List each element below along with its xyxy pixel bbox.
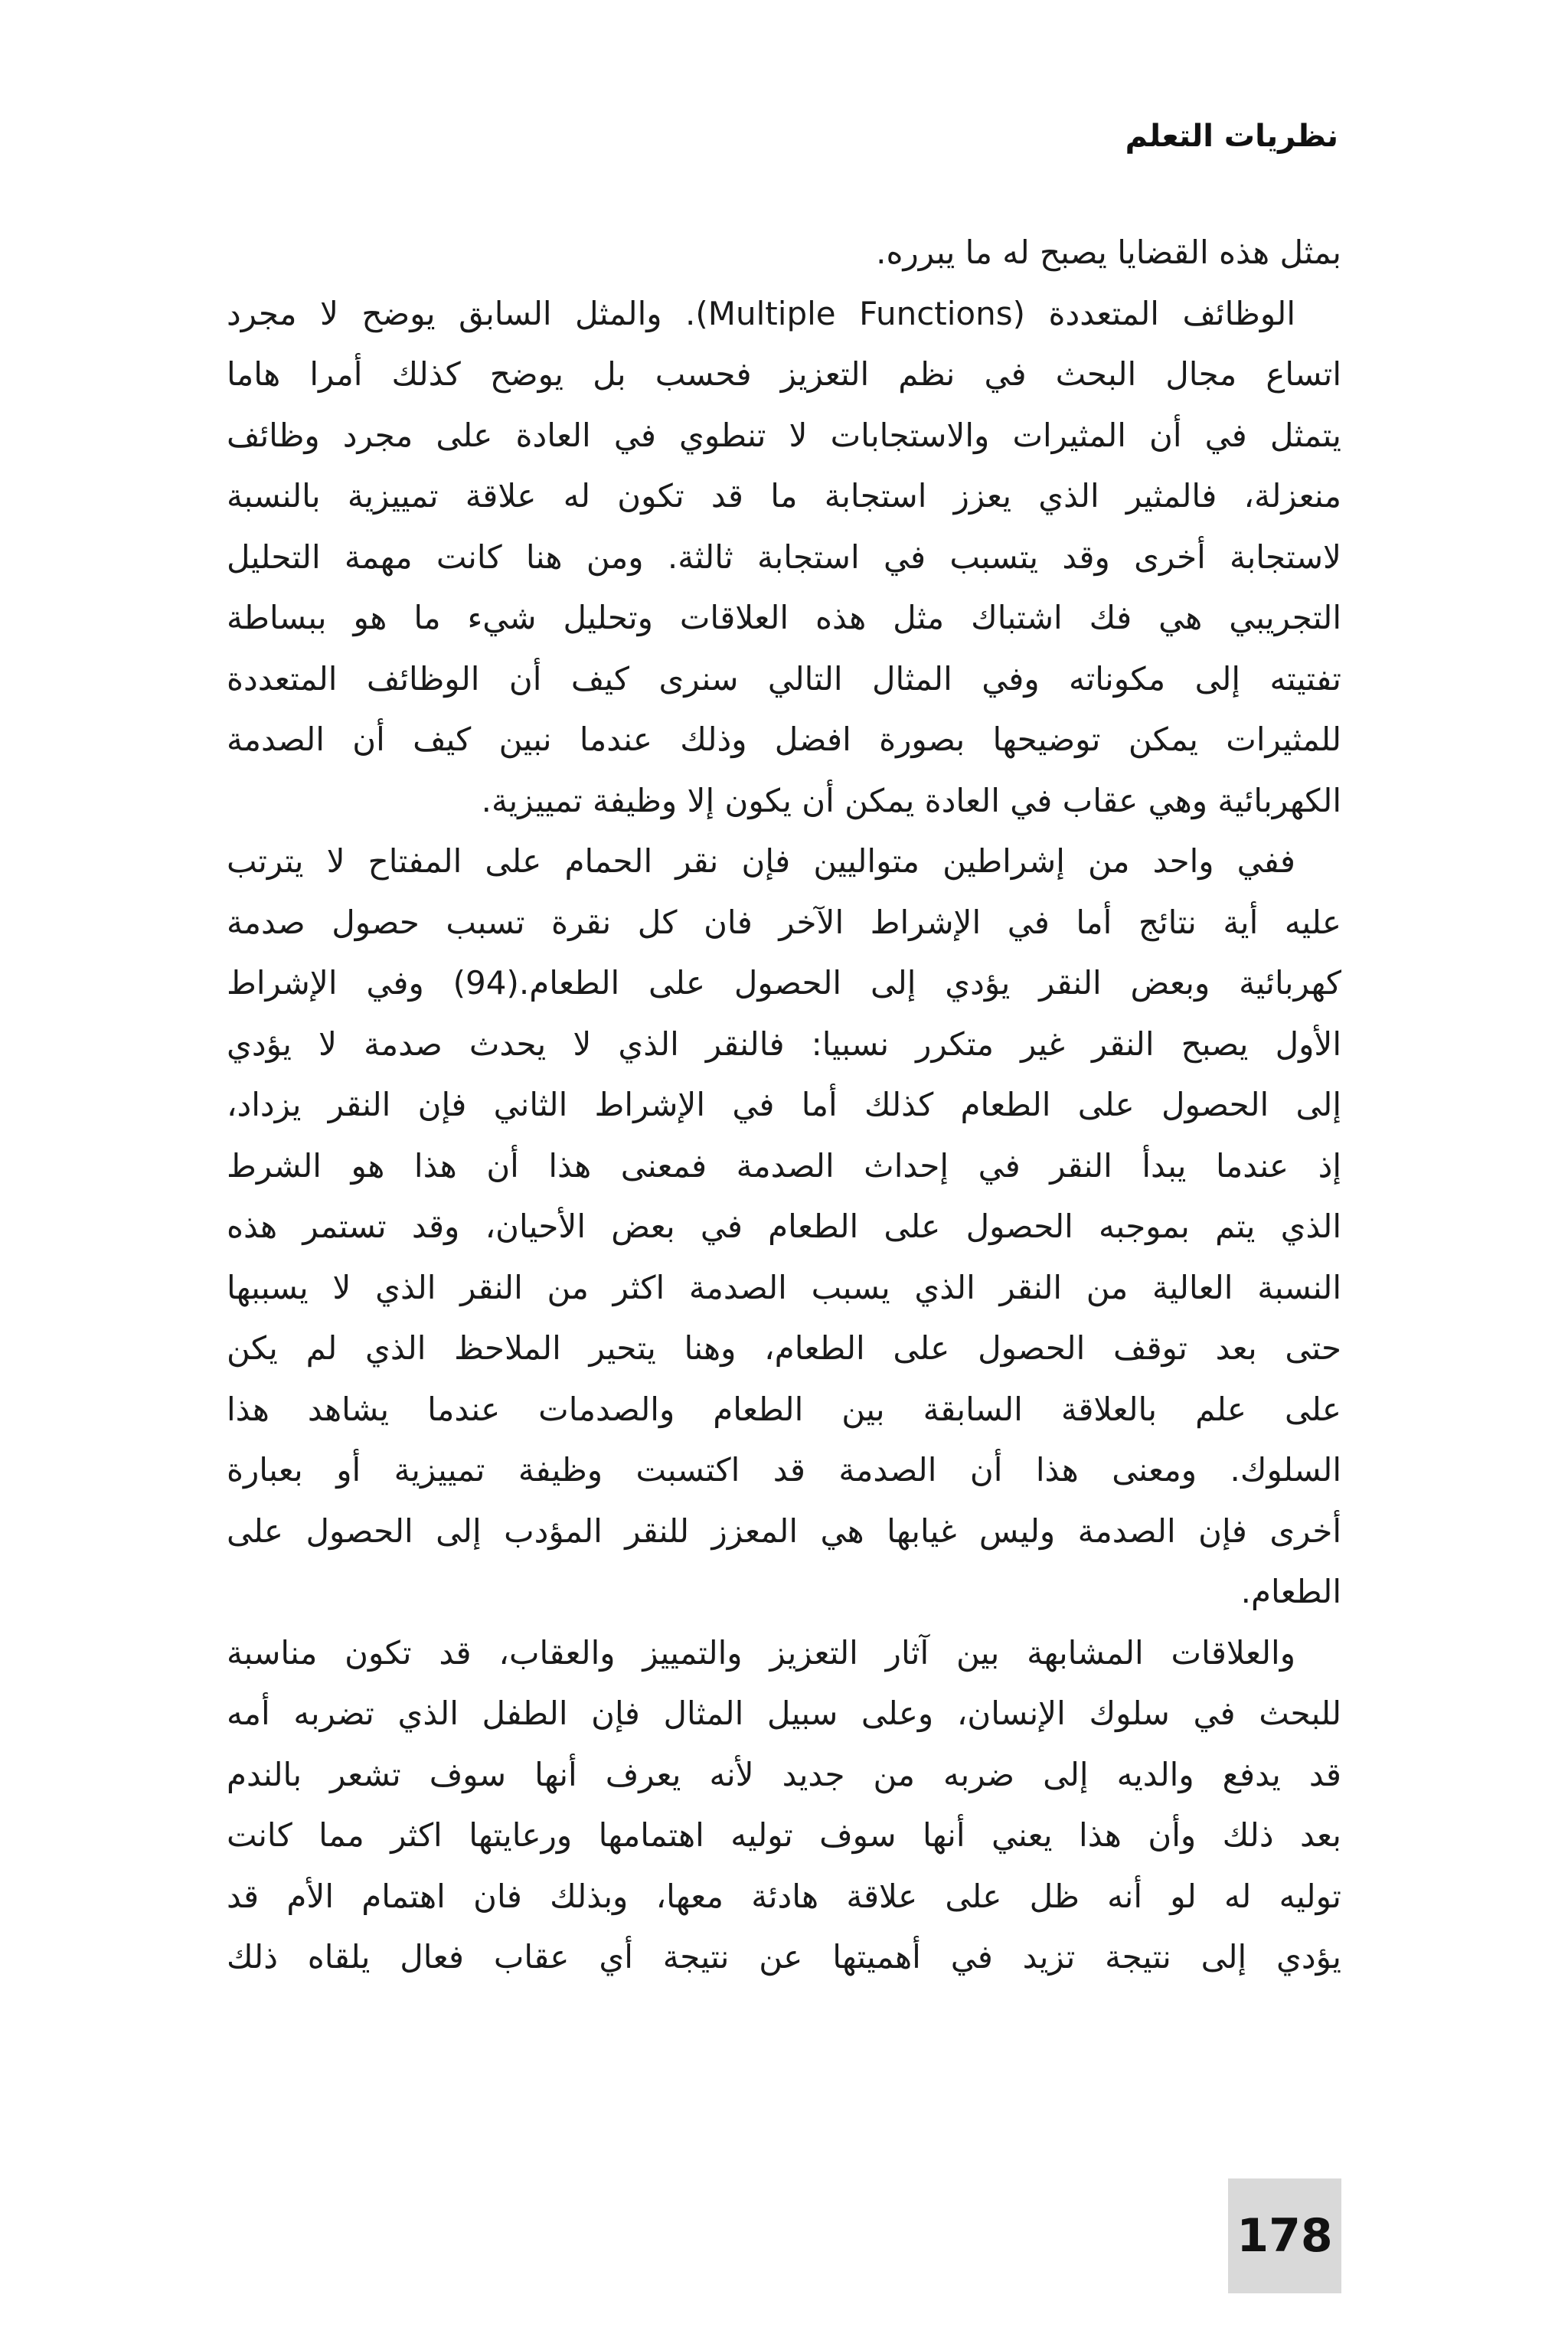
text-line: الذي يتم بموجبه الحصول على الطعام في بعض الأحيان، وقد تستمر هذه (227, 1208, 1341, 1245)
text-line: كهربائية وبعض النقر يؤدي إلى الحصول على الطعام.(94) وفي الإشراط (227, 964, 1341, 1002)
running-header-title: نظريات التعلم (1125, 119, 1338, 154)
text-line: على علم بالعلاقة السابقة بين الطعام والصدمات عندما يشاهد هذا (227, 1390, 1341, 1428)
text-line: تفتيته إلى مكوناته وفي المثال التالي سنرى كيف أن الوظائف المتعددة (227, 659, 1341, 698)
text-line: منعزلة، فالمثير الذي يعزز استجابة ما قد تكون له علاقة تمييزية بالنسبة (227, 477, 1341, 515)
text-line: يؤدي إلى نتيجة تزيد في أهميتها عن نتيجة أي عقاب فعال يلقاه ذلك (227, 1938, 1341, 1976)
text-line: النسبة العالية من النقر الذي يسبب الصدمة اكثر من النقر الذي لا يسببها (227, 1268, 1341, 1306)
text-line: بعد ذلك وأن هذا يعني أنها سوف توليه اهتمامها ورعايتها اكثر مما كانت (227, 1816, 1341, 1854)
text-line: اتساع مجال البحث في نظم التعزيز فحسب بل يوضح كذلك أمرا هاما (227, 355, 1341, 393)
text-line: إلى الحصول على الطعام كذلك أما في الإشراط الثاني فإن النقر يزداد، (227, 1086, 1341, 1123)
text-line: الطعام. (1240, 1573, 1341, 1610)
text-line: بمثل هذه القضايا يصبح له ما يبرره. (876, 234, 1341, 271)
page-number-box (1228, 2178, 1341, 2293)
text-line: توليه له لو أنه ظل على علاقة هادئة معها، وبذلك فان اهتمام الأم قد (227, 1877, 1341, 1915)
text-line: الكهربائية وهي عقاب في العادة يمكن أن يكون إلا وظيفة تمييزية. (481, 781, 1341, 819)
text-line: حتى بعد توقف الحصول على الطعام، وهنا يتحير الملاحظ الذي لم يكن (227, 1329, 1341, 1367)
page-number: 178 (1236, 2209, 1333, 2263)
text-line: الوظائف المتعددة (Multiple Functions). والمثل السابق يوضح لا مجرد (227, 294, 1296, 332)
text-line: لاستجابة أخرى وقد يتسبب في استجابة ثالثة. ومن هنا كانت مهمة التحليل (227, 538, 1341, 576)
text-line: الأول يصبح النقر غير متكرر نسبيا: فالنقر الذي لا يحدث صدمة لا يؤدي (227, 1025, 1341, 1063)
text-line: للبحث في سلوك الإنسان، وعلى سبيل المثال فإن الطفل الذي تضربه أمه (227, 1695, 1341, 1732)
text-line: للمثيرات يمكن توضيحها بصورة افضل وذلك عندما نبين كيف أن الصدمة (227, 721, 1341, 758)
text-line: ففي واحد من إشراطين متواليين فإن نقر الحمام على المفتاح لا يترتب (227, 842, 1295, 880)
text-line: إذ عندما يبدأ النقر في إحداث الصدمة فمعنى هذا أن هذا هو الشرط (227, 1146, 1341, 1185)
text-line: عليه أية نتائج أما في الإشراط الآخر فان كل نقرة تسبب حصول صدمة (227, 903, 1341, 941)
body-text (227, 222, 1341, 1988)
text-line: التجريبي هي فك اشتباك مثل هذه العلاقات وتحليل شيء ما هو ببساطة (227, 599, 1341, 636)
text-line: يتمثل في أن المثيرات والاستجابات لا تنطوي في العادة على مجرد وظائف (227, 416, 1341, 454)
text-line: السلوك. ومعنى هذا أن الصدمة قد اكتسبت وظيفة تمييزية أو بعبارة (227, 1451, 1341, 1489)
text-line: قد يدفع والديه إلى ضربه من جديد لأنه يعرف أنها سوف تشعر بالندم (227, 1755, 1341, 1793)
text-line: أخرى فإن الصدمة وليس غيابها هي المعزز للنقر المؤدب إلى الحصول على (227, 1512, 1341, 1550)
text-line: والعلاقات المشابهة بين آثار التعزيز والتمييز والعقاب، قد تكون مناسبة (227, 1633, 1295, 1672)
